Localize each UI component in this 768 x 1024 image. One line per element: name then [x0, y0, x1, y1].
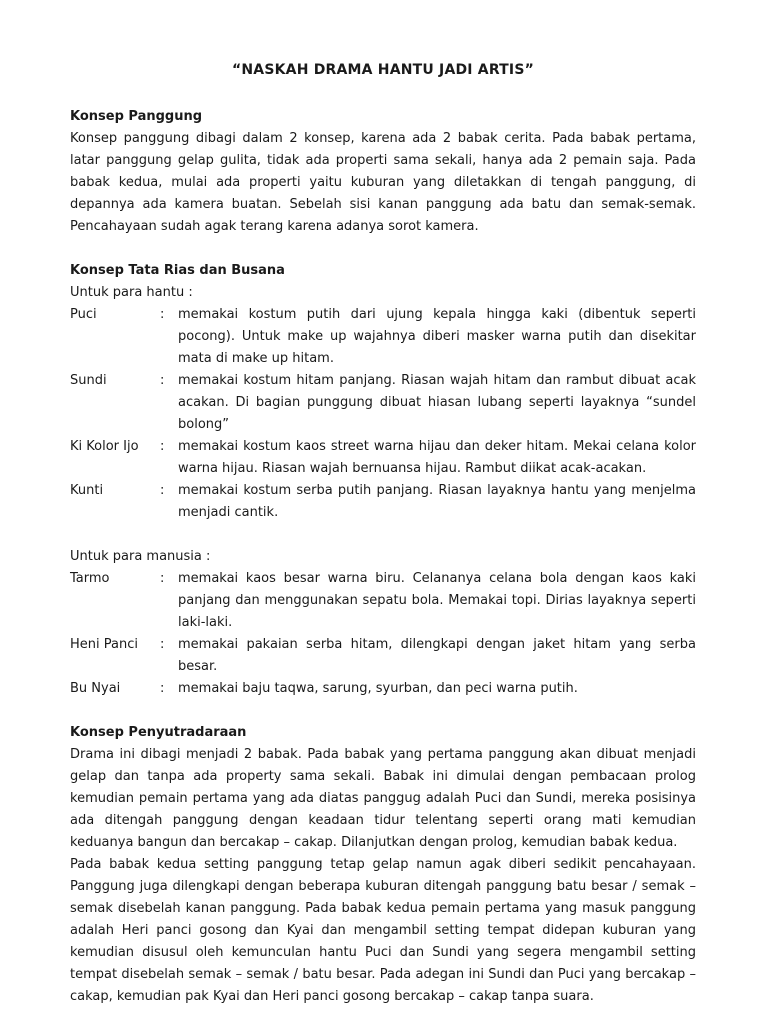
character-row	[70, 436, 696, 480]
colon: :	[160, 571, 165, 586]
section-paragraph: Drama ini dibagi menjadi 2 babak. Pada babak yang pertama panggung akan dibuat menjadi gelap dan tanpa ada property sama sekali. Babak ini dimulai dengan pembacaan prolog kemudian pemain pertama yang ada diatas panggug adalah Puci dan Sundi, mereka posisinya ada ditengah panggung dengan keadaan tidur telentang seperti orang mati kemudian keduanya bangun dan bercakap – cakap. Dilanjutkan dengan prolog, kemudian babak kedua.	[70, 747, 696, 850]
character-description: memakai baju taqwa, sarung, syurban, dan peci warna putih.	[178, 681, 578, 696]
manusia-subheading: Untuk para manusia :	[70, 549, 211, 564]
section-konsep-panggung	[70, 106, 696, 238]
section-paragraph: Pada babak kedua setting panggung tetap gelap namun agak diberi sedikit pencahayaan. Panggung juga dilengkapi dengan beberapa kuburan ditengah panggung batu besar / semak – semak disebelah kanan panggung. Pada babak kedua pemain pertama yang masuk panggung adalah Heri panci gosong dan Kyai dan mengambil setting tempat didepan kuburan yang kemudian disusul oleh kemunculan hantu Puci dan Sundi yang segera mengambil setting tempat disebelah semak – semak / batu besar. Pada adegan ini Sundi dan Puci yang bercakap – cakap, kemudian pak Kyai dan Heri panci gosong bercakap – cakap tanpa suara.	[70, 857, 696, 1004]
colon: :	[160, 307, 165, 322]
character-name: Kunti	[70, 483, 104, 498]
colon: :	[160, 681, 165, 696]
character-description: memakai kostum kaos street warna hijau dan deker hitam. Mekai celana kolor warna hijau. Riasan wajah bernuansa hijau. Rambut diikat acak-acakan.	[178, 439, 696, 476]
character-name: Puci	[70, 307, 97, 322]
section-heading: Konsep Penyutradaraan	[70, 725, 247, 740]
character-row	[70, 634, 696, 678]
character-description: memakai pakaian serba hitam, dilengkapi dengan jaket hitam yang serba besar.	[178, 637, 696, 674]
character-name: Heni Panci	[70, 637, 138, 652]
section-penyutradaraan	[70, 722, 696, 1008]
character-row	[70, 678, 696, 700]
section-heading: Konsep Tata Rias dan Busana	[70, 263, 285, 278]
manusia-list	[70, 568, 696, 700]
colon: :	[160, 373, 165, 388]
colon: :	[160, 439, 165, 454]
character-description: memakai kostum putih dari ujung kepala hingga kaki (dibentuk seperti pocong). Untuk make up wajahnya diberi masker warna putih dan disekitar mata di make up hitam.	[178, 307, 696, 366]
section-paragraph: Konsep panggung dibagi dalam 2 konsep, karena ada 2 babak cerita. Pada babak pertama, latar panggung gelap gulita, tidak ada properti sama sekali, hanya ada 2 pemain saja. Pada babak kedua, mulai ada properti yaitu kuburan yang diletakkan di tengah panggung, di depannya ada kamera buatan. Sebelah sisi kanan panggung ada batu dan semak-semak. Pencahayaan sudah agak terang karena adanya sorot kamera.	[70, 131, 696, 234]
character-row	[70, 568, 696, 634]
section-tata-rias	[70, 260, 696, 700]
document-title: “NASKAH DRAMA HANTU JADI ARTIS”	[231, 62, 535, 78]
section-heading: Konsep Panggung	[70, 109, 203, 124]
hantu-list	[70, 304, 696, 524]
character-row	[70, 370, 696, 436]
hantu-subheading: Untuk para hantu :	[70, 285, 193, 300]
character-description: memakai kostum hitam panjang. Riasan wajah hitam dan rambut dibuat acak acakan. Di bagian punggung dibuat hiasan lubang seperti layaknya “sundel bolong”	[178, 373, 696, 432]
character-name: Tarmo	[70, 571, 110, 586]
character-description: memakai kaos besar warna biru. Celananya celana bola dengan kaos kaki panjang dan menggunakan sepatu bola. Memakai topi. Dirias layaknya seperti laki-laki.	[178, 571, 696, 630]
character-name: Sundi	[70, 373, 107, 388]
character-row	[70, 480, 696, 524]
character-name: Bu Nyai	[70, 681, 121, 696]
spacer	[70, 524, 696, 546]
colon: :	[160, 483, 165, 498]
character-name: Ki Kolor Ijo	[70, 439, 139, 454]
character-row	[70, 304, 696, 370]
colon: :	[160, 637, 165, 652]
character-description: memakai kostum serba putih panjang. Riasan layaknya hantu yang menjelma menjadi cantik.	[178, 483, 696, 520]
